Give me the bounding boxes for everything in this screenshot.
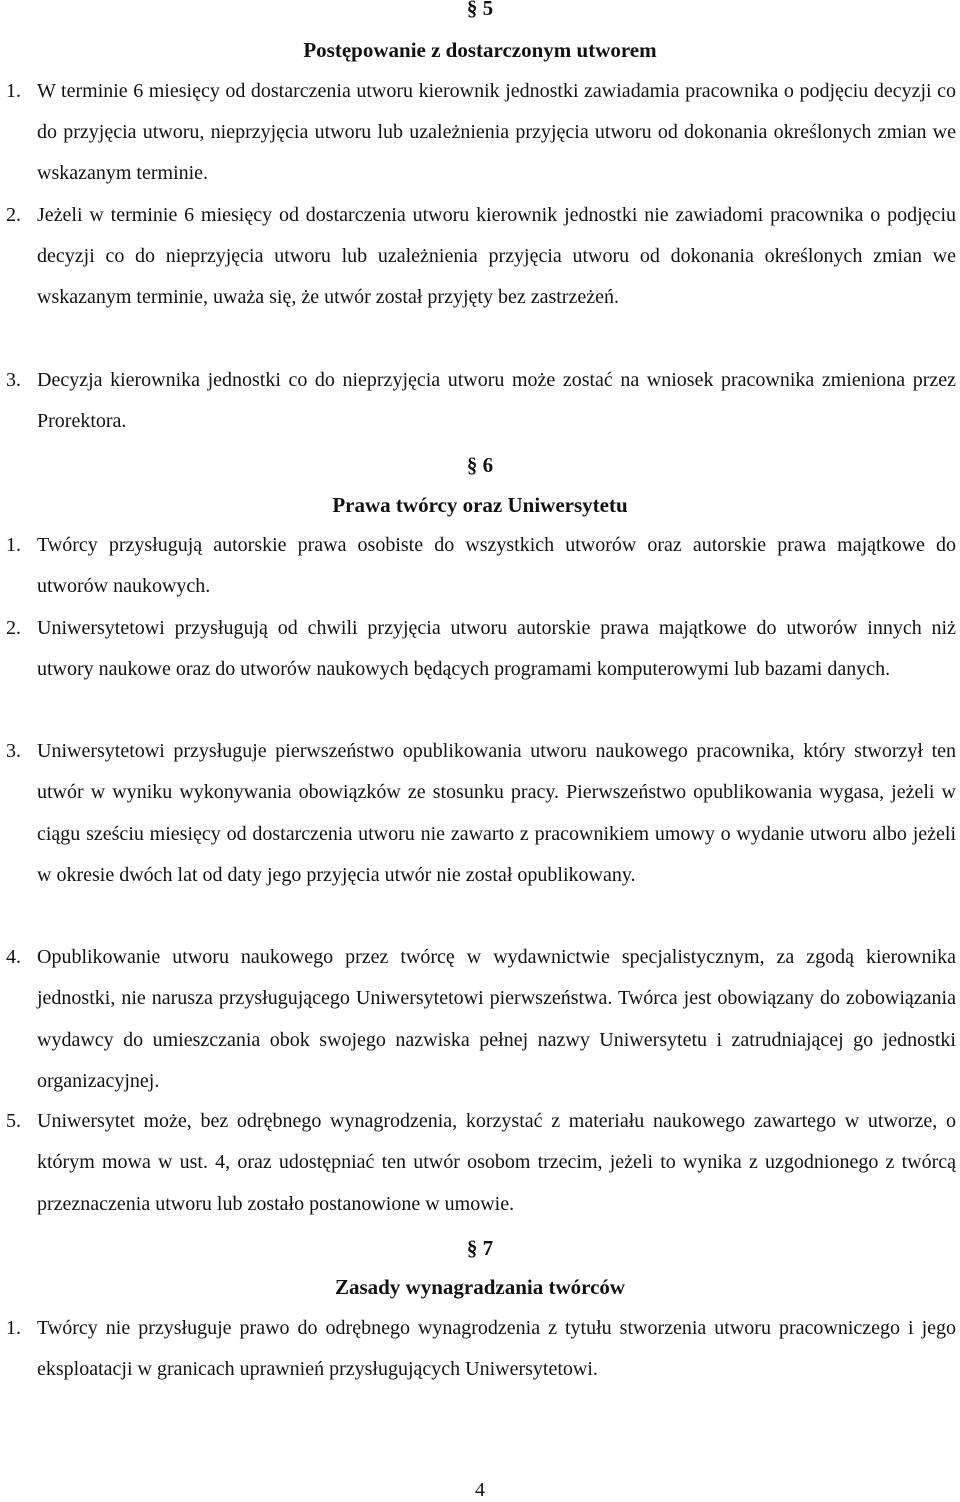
item-text: Uniwersytet może, bez odrębnego wynagrodzenia, korzystać z materiału naukowego zawartego w utworze, o którym mowa w ust. 4, oraz udostępniać ten utwór osobom trzecim, jeżeli to wynika z uzgodnionego z twórcą przeznaczenia utworu lub zostało postanowione w umowie. bbox=[37, 1110, 956, 1215]
section-5-sign: § 5 bbox=[466, 0, 494, 20]
item-text: Opublikowanie utworu naukowego przez twórcę w wydawnictwie specjalistycznym, za zgodą kierownika jednostki, nie narusza przysługującego Uniwersytetowi pierwszeństwa. Twórca jest obowiązany do zobowiązania wydawcy do umieszczania obok swojego nazwiska pełnej nazwy Uniwersytetu i zatrudniającej go jednostki organizacyjnej. bbox=[37, 946, 956, 1093]
section-6-item-5 bbox=[0, 1101, 956, 1225]
section-7-sign: § 7 bbox=[466, 1236, 494, 1260]
item-text: Jeżeli w terminie 6 miesięcy od dostarczenia utworu kierownik jednostki nie zawiadomi pracownika o podjęciu decyzji co do nieprzyjęcia utworu lub uzależnienia przyjęcia utworu od dokonania określonych zmian we wskazanym terminie, uważa się, że utwór został przyjęty bez zastrzeżeń. bbox=[37, 204, 956, 309]
item-text: Twórcy przysługują autorskie prawa osobiste do wszystkich utworów oraz autorskie prawa majątkowe do utworów naukowych. bbox=[37, 534, 956, 598]
section-6-item-3 bbox=[0, 731, 956, 897]
item-text: Twórcy nie przysługuje prawo do odrębnego wynagrodzenia z tytułu stworzenia utworu pracowniczego i jego eksploatacji w granicach uprawnień przysługujących Uniwersytetowi. bbox=[37, 1317, 956, 1381]
item-number: 1. bbox=[6, 80, 21, 102]
section-7-item-1 bbox=[0, 1308, 956, 1390]
item-number: 3. bbox=[6, 369, 21, 391]
section-5-item-2 bbox=[0, 195, 956, 319]
item-number: 2. bbox=[6, 617, 21, 639]
item-text: W terminie 6 miesięcy od dostarczenia utworu kierownik jednostki zawiadamia pracownika o podjęciu decyzji co do przyjęcia utworu, nieprzyjęcia utworu lub uzależnienia przyjęcia utworu od dokonania określonych zmian we wskazanym terminie. bbox=[37, 80, 956, 185]
page-number: 4 bbox=[475, 1479, 485, 1501]
item-text: Uniwersytetowi przysługuje pierwszeństwo opublikowania utworu naukowego pracownika, który stworzył ten utwór w wyniku wykonywania obowiązków ze stosunku pracy. Pierwszeństwo opublikowania wygasa, jeżeli w ciągu sześciu miesięcy od dostarczenia utworu nie zawarto z pracownikiem umowy o wydanie utworu albo jeżeli w okresie dwóch lat od daty jego przyjęcia utwór nie został opublikowany. bbox=[37, 740, 956, 887]
item-number: 1. bbox=[6, 1317, 21, 1339]
section-7-title: Zasady wynagradzania twórców bbox=[334, 1275, 626, 1299]
item-text: Uniwersytetowi przysługują od chwili przyjęcia utworu autorskie prawa majątkowe do utworów innych niż utwory naukowe oraz do utworów naukowych będących programami komputerowymi lub bazami danych. bbox=[37, 617, 956, 681]
section-5-item-1 bbox=[0, 71, 956, 195]
section-6-sign: § 6 bbox=[466, 453, 494, 477]
item-text: Decyzja kierownika jednostki co do nieprzyjęcia utworu może zostać na wniosek pracownika zmieniona przez Prorektora. bbox=[37, 369, 956, 433]
item-number: 2. bbox=[6, 204, 21, 226]
section-6-item-2 bbox=[0, 608, 956, 690]
section-6-item-1 bbox=[0, 525, 956, 607]
section-6-item-4 bbox=[0, 937, 956, 1103]
item-number: 4. bbox=[6, 946, 21, 968]
item-number: 3. bbox=[6, 740, 21, 762]
item-number: 5. bbox=[6, 1110, 21, 1132]
item-number: 1. bbox=[6, 534, 21, 556]
section-5-item-3 bbox=[0, 360, 956, 442]
section-5-title: Postępowanie z dostarczonym utworem bbox=[303, 38, 657, 62]
section-6-title: Prawa twórcy oraz Uniwersytetu bbox=[332, 493, 628, 517]
